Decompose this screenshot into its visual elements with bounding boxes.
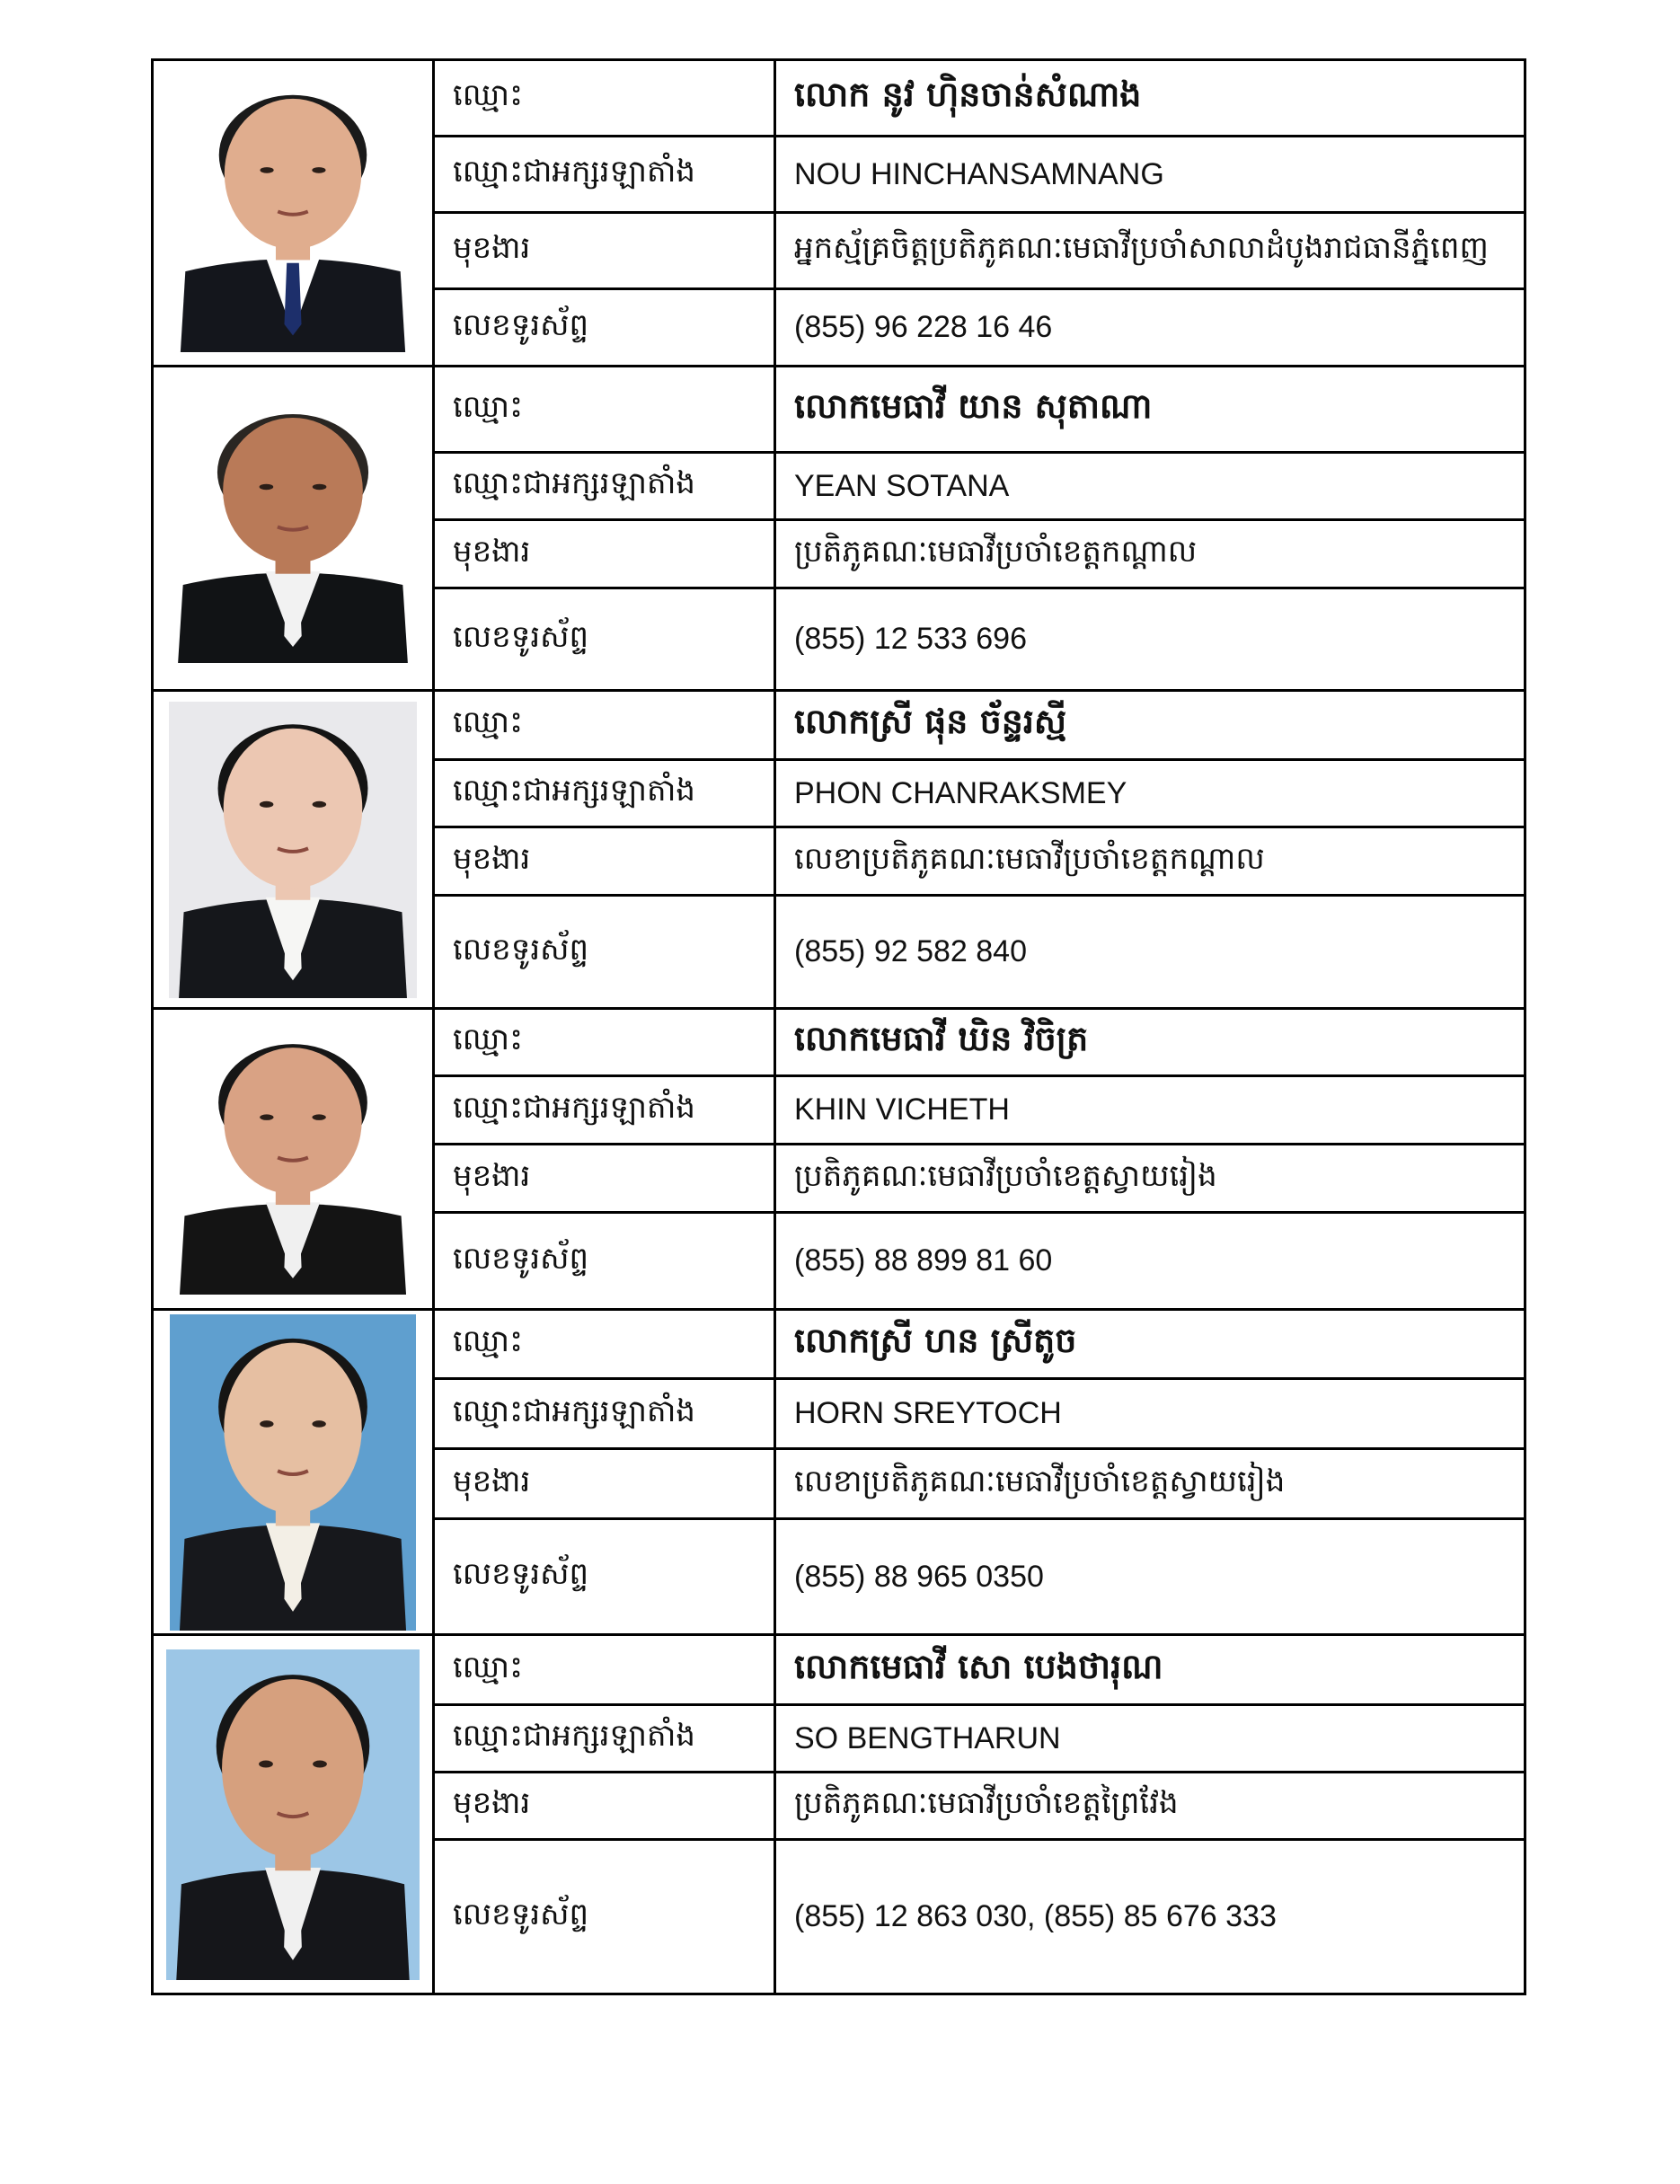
field-label-position: មុខងារ (434, 520, 775, 588)
person-name-latin: PHON CHANRAKSMEY (775, 760, 1525, 827)
person-name-kh: លោកមេធាវី សោ បេងថារុណ (775, 1635, 1525, 1705)
directory-body (153, 60, 1525, 1994)
person-name-kh: លោកស្រី ផុន ច័ន្ទរស្មី (775, 691, 1525, 760)
person-phone: (855) 96 228 16 46 (775, 289, 1525, 367)
field-label-phone: លេខទូរស័ព្ទ (434, 1213, 775, 1310)
field-label-phone: លេខទូរស័ព្ទ (434, 1519, 775, 1635)
person-4-row-name (153, 1009, 1525, 1076)
person-name-latin: SO BENGTHARUN (775, 1705, 1525, 1773)
person-name-latin: NOU HINCHANSAMNANG (775, 137, 1525, 213)
field-label-phone: លេខទូរស័ព្ទ (434, 289, 775, 367)
person-position: លេខាប្រតិភូគណៈមេធាវីប្រចាំខេត្តស្វាយរៀង (775, 1449, 1525, 1519)
field-label-name-latin: ឈ្មោះជាអក្សរឡាតាំង (434, 453, 775, 520)
field-label-name-latin: ឈ្មោះជាអក្សរឡាតាំង (434, 1076, 775, 1145)
field-label-name: ឈ្មោះ (434, 691, 775, 760)
person-name-kh: លោកមេធាវី យាន សុតាណា (775, 367, 1525, 453)
person-5-row-name (153, 1310, 1525, 1379)
field-label-name-latin: ឈ្មោះជាអក្សរឡាតាំង (434, 137, 775, 213)
person-name-kh: លោក នូវ ហ៊ិនចាន់សំណាង (775, 60, 1525, 137)
person-name-kh: លោកមេធាវី ឃិន វិចិត្រ (775, 1009, 1525, 1076)
portrait-image (166, 1649, 420, 1980)
person-name-latin: HORN SREYTOCH (775, 1379, 1525, 1449)
person-phone: (855) 12 533 696 (775, 588, 1525, 691)
person-3-row-name (153, 691, 1525, 760)
staff-directory-table (151, 58, 1526, 1995)
person-position: លេខាប្រតិភូគណៈមេធាវីប្រចាំខេត្តកណ្តាល (775, 827, 1525, 896)
field-label-phone: លេខទូរស័ព្ទ (434, 896, 775, 1009)
person-2-row-name (153, 367, 1525, 453)
field-label-position: មុខងារ (434, 827, 775, 896)
field-label-position: មុខងារ (434, 1449, 775, 1519)
field-label-phone: លេខទូរស័ព្ទ (434, 1840, 775, 1994)
person-photo (153, 1009, 434, 1310)
portrait-image (171, 74, 415, 352)
portrait-image (170, 1314, 416, 1631)
person-name-latin: KHIN VICHETH (775, 1076, 1525, 1145)
field-label-position: មុខងារ (434, 1145, 775, 1213)
person-photo (153, 1635, 434, 1994)
field-label-name: ឈ្មោះ (434, 1310, 775, 1379)
person-name-latin: YEAN SOTANA (775, 453, 1525, 520)
field-label-name: ឈ្មោះ (434, 367, 775, 453)
field-label-position: មុខងារ (434, 1773, 775, 1840)
person-name-kh: លោកស្រី ហន ស្រីតូច (775, 1310, 1525, 1379)
person-photo (153, 1310, 434, 1635)
person-position: ប្រតិភូគណៈមេធាវីប្រចាំខេត្តស្វាយរៀង (775, 1145, 1525, 1213)
field-label-position: មុខងារ (434, 213, 775, 289)
field-label-name: ឈ្មោះ (434, 1635, 775, 1705)
person-phone: (855) 12 863 030, (855) 85 676 333 (775, 1840, 1525, 1994)
person-phone: (855) 88 965 0350 (775, 1519, 1525, 1635)
field-label-name-latin: ឈ្មោះជាអក្សរឡាតាំង (434, 1705, 775, 1773)
person-photo (153, 691, 434, 1009)
person-6-row-name (153, 1635, 1525, 1705)
person-position: ប្រតិភូគណៈមេធាវីប្រចាំខេត្តកណ្តាល (775, 520, 1525, 588)
field-label-phone: លេខទូរស័ព្ទ (434, 588, 775, 691)
field-label-name-latin: ឈ្មោះជាអក្សរឡាតាំង (434, 1379, 775, 1449)
portrait-image (170, 1023, 416, 1295)
person-1-row-name (153, 60, 1525, 137)
person-position: ប្រតិភូគណៈមេធាវីប្រចាំខេត្តព្រៃវែង (775, 1773, 1525, 1840)
portrait-image (168, 393, 418, 663)
field-label-name: ឈ្មោះ (434, 1009, 775, 1076)
field-label-name: ឈ្មោះ (434, 60, 775, 137)
field-label-name-latin: ឈ្មោះជាអក្សរឡាតាំង (434, 760, 775, 827)
person-phone: (855) 88 899 81 60 (775, 1213, 1525, 1310)
portrait-image (169, 702, 417, 998)
person-position: អ្នកស្ម័គ្រចិត្តប្រតិភូគណៈមេធាវីប្រចាំសាលាដំបូងរាជធានីភ្នំពេញ (775, 213, 1525, 289)
person-photo (153, 367, 434, 691)
person-phone: (855) 92 582 840 (775, 896, 1525, 1009)
person-photo (153, 60, 434, 367)
